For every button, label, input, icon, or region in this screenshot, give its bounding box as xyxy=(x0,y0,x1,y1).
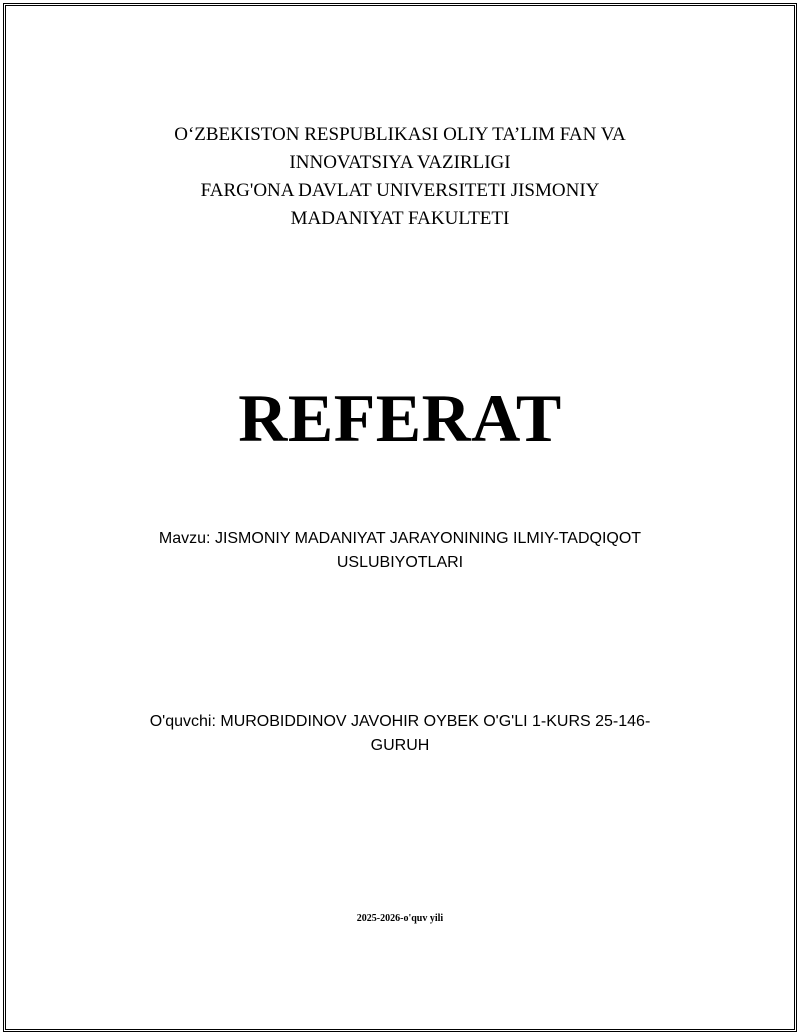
topic xyxy=(100,527,700,575)
ministry-header xyxy=(0,121,800,233)
topic-line-2: USLUBIYOTLARI xyxy=(336,554,464,571)
student-line-2: GURUH xyxy=(370,737,430,754)
ministry-header-line-1: O‘ZBEKISTON RESPUBLIKASI OLIY TA’LIM FAN VA xyxy=(174,124,626,145)
topic-line-1: Mavzu: JISMONIY MADANIYAT JARAYONINING ILMIY-TADQIQOT xyxy=(158,530,642,547)
student-info xyxy=(100,710,700,758)
ministry-header-line-4: MADANIYAT FAKULTETI xyxy=(290,208,510,229)
document-title: REFERAT xyxy=(238,380,562,456)
ministry-header-line-2: INNOVATSIYA VAZIRLIGI xyxy=(289,152,511,173)
ministry-header-line-3: FARG'ONA DAVLAT UNIVERSITETI JISMONIY xyxy=(200,180,600,201)
academic-year: 2025-2026-o'quv yili xyxy=(356,913,444,924)
student-line-1: O'quvchi: MUROBIDDINOV JAVOHIR OYBEK O'G'LI 1-KURS 25-146- xyxy=(149,713,651,730)
